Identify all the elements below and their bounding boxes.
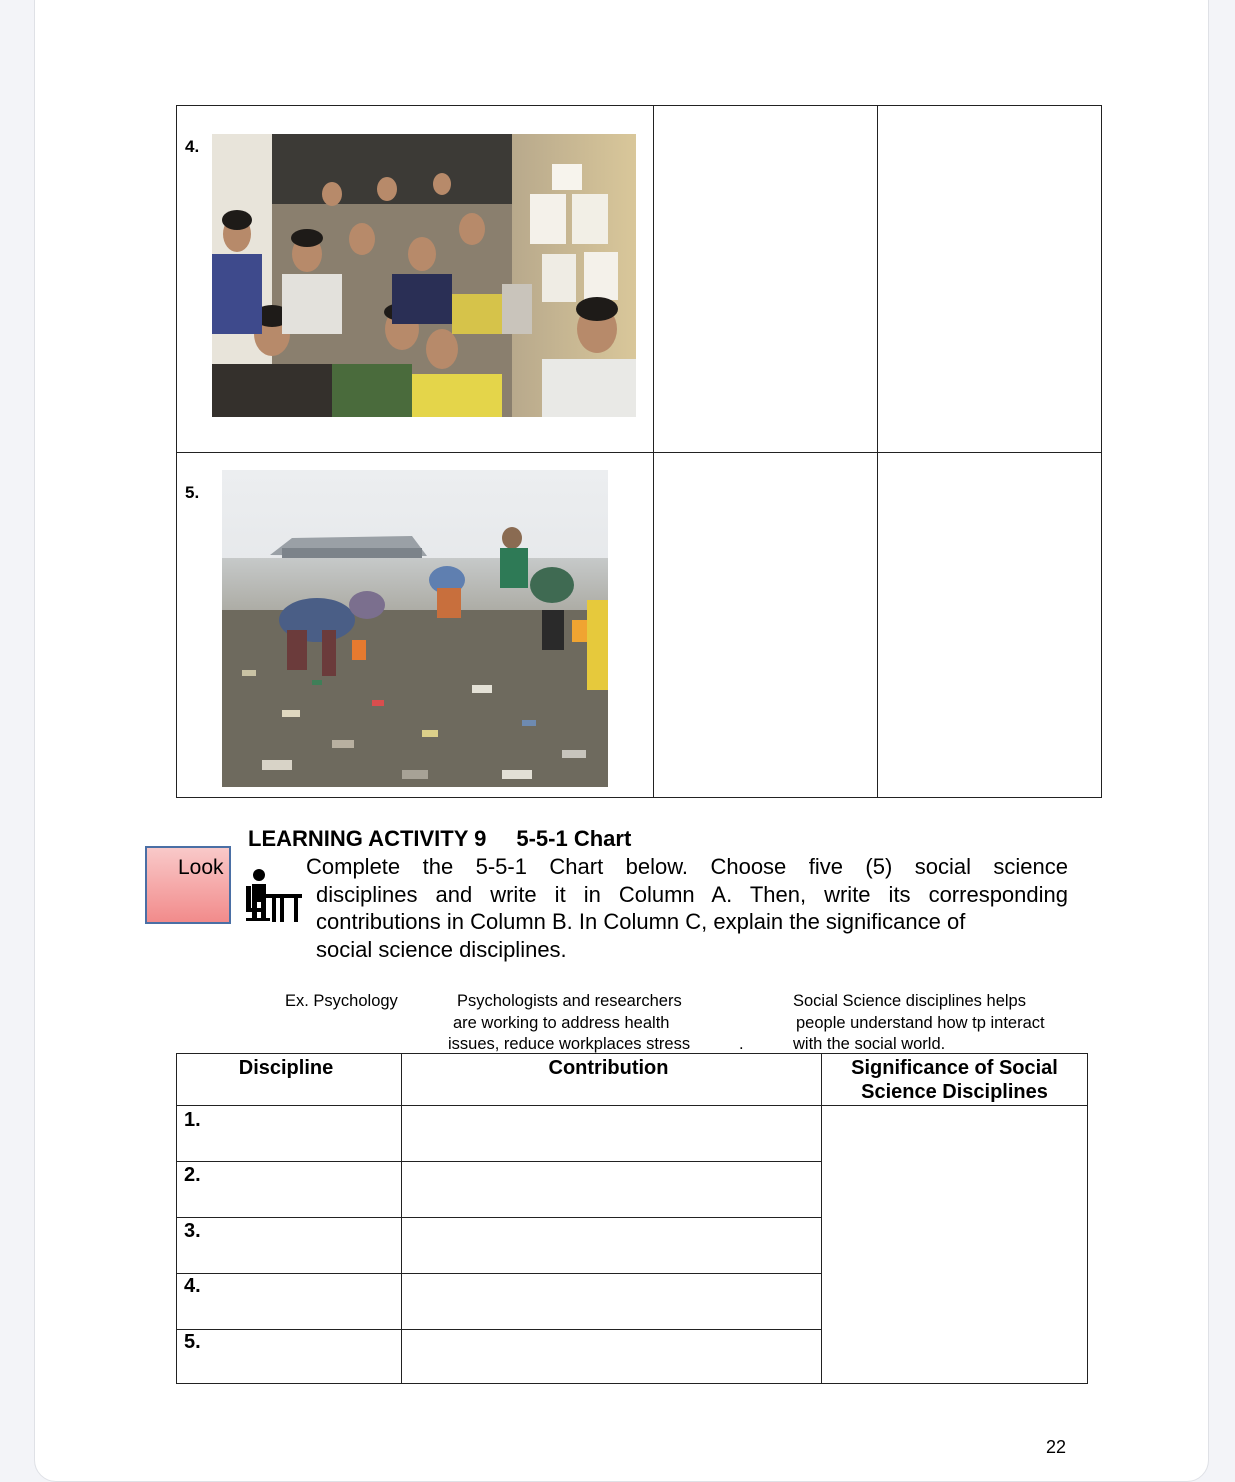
row-number: 4. — [184, 1275, 201, 1297]
header-discipline: Discipline — [238, 1057, 334, 1079]
example-significance — [793, 991, 1045, 1056]
header-significance — [821, 1056, 1088, 1104]
example-dot: . — [739, 1035, 744, 1053]
contribution-cell — [401, 1161, 822, 1218]
answer-cell — [877, 452, 1102, 798]
page-number: 22 — [1046, 1437, 1067, 1457]
header-significance-line: Significance of Social — [851, 1057, 1058, 1079]
answer-cell — [877, 105, 1102, 453]
header-contribution: Contribution — [548, 1057, 669, 1079]
instruction-line: social science disciplines. — [316, 936, 567, 962]
discipline-cell — [176, 1161, 402, 1218]
row-number: 3. — [184, 1220, 201, 1242]
row-number: 5. — [185, 483, 200, 502]
activity-title: LEARNING ACTIVITY 9 — [248, 826, 487, 851]
contribution-cell — [401, 1217, 822, 1274]
row-number: 5. — [184, 1331, 201, 1353]
row-number: 1. — [184, 1109, 201, 1131]
header-significance-line: Science Disciplines — [861, 1081, 1048, 1103]
example-contribution-line: are working to address health — [453, 1013, 670, 1032]
significance-cell — [821, 1105, 1088, 1384]
contribution-cell — [401, 1105, 822, 1162]
answer-cell — [653, 452, 878, 798]
contribution-cell — [401, 1273, 822, 1330]
activity-instructions — [306, 853, 1068, 963]
student-at-desk-icon — [244, 868, 304, 924]
shore-cleanup-photo — [222, 470, 608, 787]
crowd-reading-lists-photo — [212, 134, 636, 417]
row-number: 4. — [185, 137, 200, 156]
discipline-cell — [176, 1273, 402, 1330]
look-label: Look — [178, 856, 224, 879]
activity-heading — [248, 826, 631, 852]
example-significance-line: people understand how tp interact — [796, 1013, 1045, 1032]
row-number: 2. — [184, 1164, 201, 1186]
instruction-line: contributions in Column B. In Column C, explain the significance of — [316, 909, 966, 934]
chart-name: 5-5-1 Chart — [516, 826, 632, 851]
discipline-cell — [176, 1329, 402, 1384]
picture-table — [176, 105, 1102, 798]
example-significance-line: Social Science disciplines helps — [793, 992, 1026, 1010]
example-contribution-line: issues, reduce workplaces stress — [448, 1035, 691, 1053]
discipline-cell — [176, 1217, 402, 1274]
discipline-cell — [176, 1105, 402, 1162]
look-box — [145, 846, 231, 924]
example-contribution-line: Psychologists and researchers — [457, 992, 682, 1010]
instruction-line: disciplines and write it in Column A. Then, write its corresponding — [316, 881, 1068, 907]
contribution-cell — [401, 1329, 822, 1384]
example-significance-line: with the social world. — [793, 1035, 946, 1053]
instruction-line: Complete the 5-5-1 Chart below. Choose five (5) social science — [306, 854, 1068, 879]
example-discipline: Ex. Psychology — [285, 992, 398, 1010]
example-contribution — [448, 991, 690, 1056]
answer-cell — [653, 105, 878, 453]
